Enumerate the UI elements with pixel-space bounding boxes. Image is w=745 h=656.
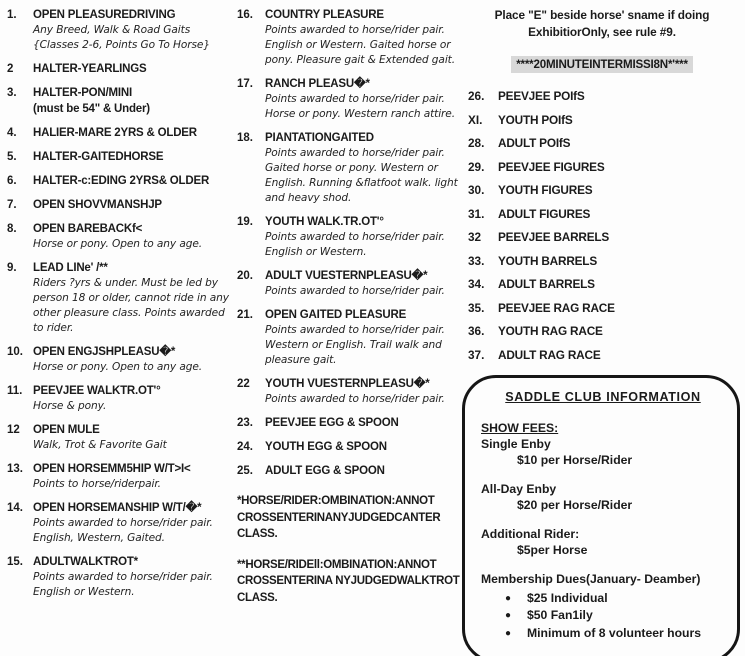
item-number: 36. <box>468 324 485 338</box>
item-title: OPEN PLEASUREDRIVING <box>33 9 176 21</box>
footnote-line: CLASS. <box>237 528 278 540</box>
item-description-line: Horse or pony. Open to any age. <box>33 361 203 373</box>
list-item <box>237 463 464 479</box>
membership-dues-title: Membership Dues(January- Deamber) <box>481 571 701 586</box>
list-item <box>7 197 236 213</box>
item-description-line: Points awarded to horse/rider pair. <box>33 571 213 583</box>
item-title: (must be 54" & Under) <box>33 103 150 115</box>
item-number: 7. <box>7 199 17 211</box>
item-title: PEEVJEE RAG RACE <box>498 300 615 315</box>
fee-price: $5per Horse <box>517 542 588 557</box>
list-item <box>462 183 742 198</box>
saddle-club-info-box <box>462 375 740 656</box>
item-title: PEEVJEE WALKTR.OT'° <box>33 385 161 397</box>
item-body <box>33 344 236 375</box>
list-item <box>7 221 236 252</box>
item-description-line: person 18 or older, cannot ride in any <box>33 292 229 304</box>
item-title: YOUTH BARRELS <box>498 253 597 268</box>
item-description-line: Points awarded to horse/rider pair. <box>265 324 445 336</box>
list-item <box>462 230 742 245</box>
class-list-column-middle <box>237 7 464 606</box>
item-title: ADULT FIGURES <box>498 206 591 221</box>
item-body <box>265 76 464 122</box>
list-item <box>7 61 236 77</box>
show-fees-list <box>481 436 725 558</box>
item-description-line: Gaited horse or pony. Western or <box>265 162 438 174</box>
item-description-line: other pleasure class. Points awarded <box>33 307 225 319</box>
item-title: ADULT EGG & SPOON <box>265 465 385 477</box>
item-body <box>33 221 236 252</box>
item-description-line: to rider. <box>33 322 74 334</box>
item-description-line: Western or English. Trail walk and <box>265 339 442 351</box>
membership-item-text: $25 Individual <box>527 590 608 605</box>
item-title: OPEN ENGJSHPLEASU�* <box>33 346 176 358</box>
item-description-line: English or Western. <box>265 246 367 258</box>
item-number: 33. <box>468 253 485 268</box>
item-number: 2 <box>7 63 14 75</box>
item-body <box>33 149 236 165</box>
item-number: 25. <box>237 465 253 477</box>
item-body <box>265 415 464 431</box>
bullet-icon: ● <box>505 627 512 639</box>
item-body <box>33 61 236 77</box>
item-body <box>33 173 236 189</box>
item-number: 4. <box>7 127 17 139</box>
item-body <box>33 554 236 600</box>
item-title: ADULTWALKTROT* <box>33 556 138 568</box>
item-number: 29. <box>468 159 485 174</box>
class-list-column-left <box>7 7 236 608</box>
fee-name: Single Enby <box>481 436 551 451</box>
item-number: 5. <box>7 151 17 163</box>
list-item <box>237 76 464 122</box>
item-number: 19. <box>237 216 253 228</box>
item-body <box>265 7 464 68</box>
item-body <box>33 500 236 546</box>
fee-name: All-Day Enby <box>481 481 557 496</box>
item-title: HALTER-c:EDING 2YRS& OLDER <box>33 175 210 187</box>
list-item <box>7 260 236 336</box>
item-number: 34. <box>468 277 485 291</box>
item-body <box>33 85 236 117</box>
list-item <box>7 383 236 414</box>
membership-item <box>481 607 725 625</box>
list-item <box>7 344 236 375</box>
item-description-line: Any Breed, Walk & Road Gaits <box>33 24 191 36</box>
item-title: RANCH PLEASU�* <box>265 78 370 90</box>
item-number: 15. <box>7 556 23 568</box>
exhibition-notice-line1: Place "E" beside horse' sname if doing <box>494 8 710 22</box>
list-item <box>237 130 464 206</box>
fee-name: Additional Rider: <box>481 526 580 541</box>
right-column <box>462 7 742 656</box>
bullet-icon: ● <box>505 610 512 621</box>
item-body <box>265 268 464 299</box>
bullet-icon: ● <box>505 592 512 604</box>
item-title: PEEVJEE POIfS <box>498 89 585 103</box>
list-item <box>7 125 236 141</box>
item-number: 35. <box>468 300 485 315</box>
item-body <box>33 422 236 453</box>
list-item <box>237 7 464 68</box>
item-title: HALTER-PON/MINI <box>33 87 133 99</box>
item-description-line: Points awarded to horse/rider pair. <box>265 285 445 297</box>
item-number: 10. <box>7 346 23 358</box>
intermission-banner <box>462 55 742 73</box>
item-description-line: Horse or pony. Open to any age. <box>33 238 203 250</box>
item-body <box>33 383 236 414</box>
fee-price: $20 per Horse/Rider <box>517 497 633 512</box>
item-number: 14. <box>7 502 23 514</box>
item-description-line: Points awarded to horse/rider pair. <box>265 231 445 243</box>
footnote-line: CROSSENTERINA NYJUDGEDWALKTROT <box>237 575 460 587</box>
item-title: HALTER-GAITEDHORSE <box>33 151 164 163</box>
footnote <box>237 557 464 607</box>
list-item <box>462 277 742 292</box>
item-title: YOUTH RAG RACE <box>498 324 603 338</box>
list-item <box>462 301 742 316</box>
item-description-line: Points to horse/riderpair. <box>33 478 161 490</box>
list-item <box>237 415 464 431</box>
item-title: YOUTH WALK.TR.OT'° <box>265 216 384 228</box>
show-fees-label: SHOW FEES: <box>481 420 559 435</box>
list-item <box>7 85 236 117</box>
item-title: YOUTH EGG & SPOON <box>265 441 387 453</box>
item-title: ADULT BARRELS <box>498 277 595 291</box>
list-item <box>237 214 464 260</box>
item-description-line: Points awarded to horse/rider pair. <box>33 517 213 529</box>
item-description-line: pleasure gait. <box>265 354 337 366</box>
info-box-title: SADDLE CLUB INFORMATION <box>505 389 701 404</box>
list-item <box>462 324 742 339</box>
item-description-line: English. Running &flatfoot walk. light <box>265 177 458 189</box>
item-body <box>33 7 236 53</box>
item-title: COUNTRY PLEASURE <box>265 9 384 21</box>
item-number: 20. <box>237 270 253 282</box>
item-number: 26. <box>468 89 485 103</box>
item-title: YOUTH VUESTERNPLEASU�* <box>265 378 430 390</box>
item-body <box>265 439 464 455</box>
item-description-line: Points awarded to horse/rider pair. <box>265 24 445 36</box>
item-body <box>33 125 236 141</box>
list-item <box>462 348 742 363</box>
item-description-line: English, Western, Gaited. <box>33 532 165 544</box>
item-title: ADULT RAG RACE <box>498 347 601 362</box>
item-number: 16. <box>237 9 253 21</box>
item-body <box>265 130 464 206</box>
item-title: YOUTH FIGURES <box>498 183 593 197</box>
membership-item-text: Minimum of 8 volunteer hours <box>527 625 702 640</box>
item-title: ADULT POIfS <box>498 136 571 150</box>
item-title: PEEVJEE FIGURES <box>498 159 605 174</box>
membership-item <box>481 625 725 643</box>
item-body <box>33 461 236 492</box>
item-description-line: English or Western. Gaited horse or <box>265 39 451 51</box>
item-number: 30. <box>468 183 485 197</box>
item-title: YOUTH POIfS <box>498 112 573 127</box>
item-title: LEAD LINe' /** <box>33 262 108 274</box>
list-item <box>462 254 742 269</box>
list-item <box>462 160 742 175</box>
item-body <box>265 214 464 260</box>
item-number: 11. <box>7 385 23 397</box>
intermission-text: ****20MINUTEINTERMISSI8N*'*** <box>511 56 693 73</box>
list-item <box>7 7 236 53</box>
item-number: 37. <box>468 347 485 362</box>
item-number: 21. <box>237 309 253 321</box>
item-number: 28. <box>468 136 485 150</box>
item-title: PEEVJEE BARRELS <box>498 230 610 244</box>
item-title: OPEN HORSEMANSHIP W/T/�* <box>33 502 202 514</box>
item-description-line: {Classes 2-6, Points Go To Horse} <box>33 39 210 51</box>
list-item <box>7 461 236 492</box>
footnote-line: *HORSE/RIDER:OMBINATION:ANNOT <box>237 495 435 507</box>
fee-price: $10 per Horse/Rider <box>517 452 633 467</box>
list-item <box>7 173 236 189</box>
list-item <box>237 307 464 368</box>
item-body <box>265 307 464 368</box>
item-number: 18. <box>237 132 253 144</box>
item-number: 17. <box>237 78 253 90</box>
list-item <box>462 89 742 104</box>
item-description-line: pony. Pleasure gait & Extended gait. <box>265 54 455 66</box>
footnote-line: CROSSENTERINANYJUDGEDCANTER <box>237 511 441 524</box>
item-number: 8. <box>7 223 17 235</box>
item-description-line: Points awarded to horse/rider pair. <box>265 147 445 159</box>
list-item <box>7 422 236 453</box>
item-number: 22 <box>237 378 250 390</box>
membership-item-text: $50 Fan1ily <box>527 608 593 622</box>
list-item <box>7 149 236 165</box>
item-body <box>33 260 236 336</box>
list-item <box>237 268 464 299</box>
item-title: HALTER-YEARLINGS <box>33 63 147 75</box>
exhibition-notice-line2: ExhibitiorOnly, see rule #9. <box>528 25 676 39</box>
item-number: 31. <box>468 206 485 221</box>
item-number: 24. <box>237 441 253 453</box>
footnote-line: **HORSE/RIDEll:OMBINATION:ANNOT <box>237 558 437 571</box>
membership-item <box>481 590 725 608</box>
item-title: PEEVJEE EGG & SPOON <box>265 417 399 429</box>
list-item <box>462 136 742 151</box>
item-body <box>265 463 464 479</box>
item-number: 13. <box>7 463 23 475</box>
item-number: 1. <box>7 9 17 21</box>
item-number: 9. <box>7 262 17 274</box>
item-description-line: and heavy shod. <box>265 192 352 204</box>
footnote <box>237 493 464 543</box>
games-class-list <box>462 89 742 363</box>
item-title: OPEN BAREBACKf< <box>33 223 143 235</box>
list-item <box>237 439 464 455</box>
item-number: 6. <box>7 175 17 187</box>
item-title: OPEN MULE <box>33 424 100 436</box>
exhibition-notice <box>462 7 742 41</box>
item-description-line: Riders ?yrs & under. Must be led by <box>33 277 218 289</box>
membership-dues-list <box>481 590 725 643</box>
item-body <box>265 376 464 407</box>
list-item <box>237 376 464 407</box>
item-title: ADULT VUESTERNPLEASU�* <box>265 270 428 282</box>
list-item <box>7 500 236 546</box>
list-item <box>462 113 742 128</box>
item-number: 23. <box>237 417 253 429</box>
item-description-line: Horse & pony. <box>33 400 107 412</box>
item-description-line: Walk, Trot & Favorite Gait <box>33 439 167 451</box>
list-item <box>462 207 742 222</box>
list-item <box>7 554 236 600</box>
item-number: 12 <box>7 424 20 436</box>
item-title: OPEN GAITED PLEASURE <box>265 309 407 321</box>
item-number: 32 <box>468 230 482 244</box>
item-body <box>33 197 236 213</box>
item-description-line: English or Western. <box>33 586 135 598</box>
item-number: 3. <box>7 87 17 99</box>
item-number: XI. <box>468 112 483 127</box>
item-title: HALIER-MARE 2YRS & OLDER <box>33 127 197 139</box>
item-description-line: Points awarded to horse/rider pair. <box>265 93 445 105</box>
item-title: PIANTATIONGAITED <box>265 132 374 144</box>
footnote-line: CLASS. <box>237 591 278 604</box>
item-description-line: Horse or pony. Western ranch attire. <box>265 108 455 120</box>
item-description-line: Points awarded to horse/rider pair. <box>265 393 445 405</box>
item-title: OPEN SHOVVMANSHJP <box>33 199 162 211</box>
item-title: OPEN HORSEMM5HIP W/T>I< <box>33 463 191 475</box>
